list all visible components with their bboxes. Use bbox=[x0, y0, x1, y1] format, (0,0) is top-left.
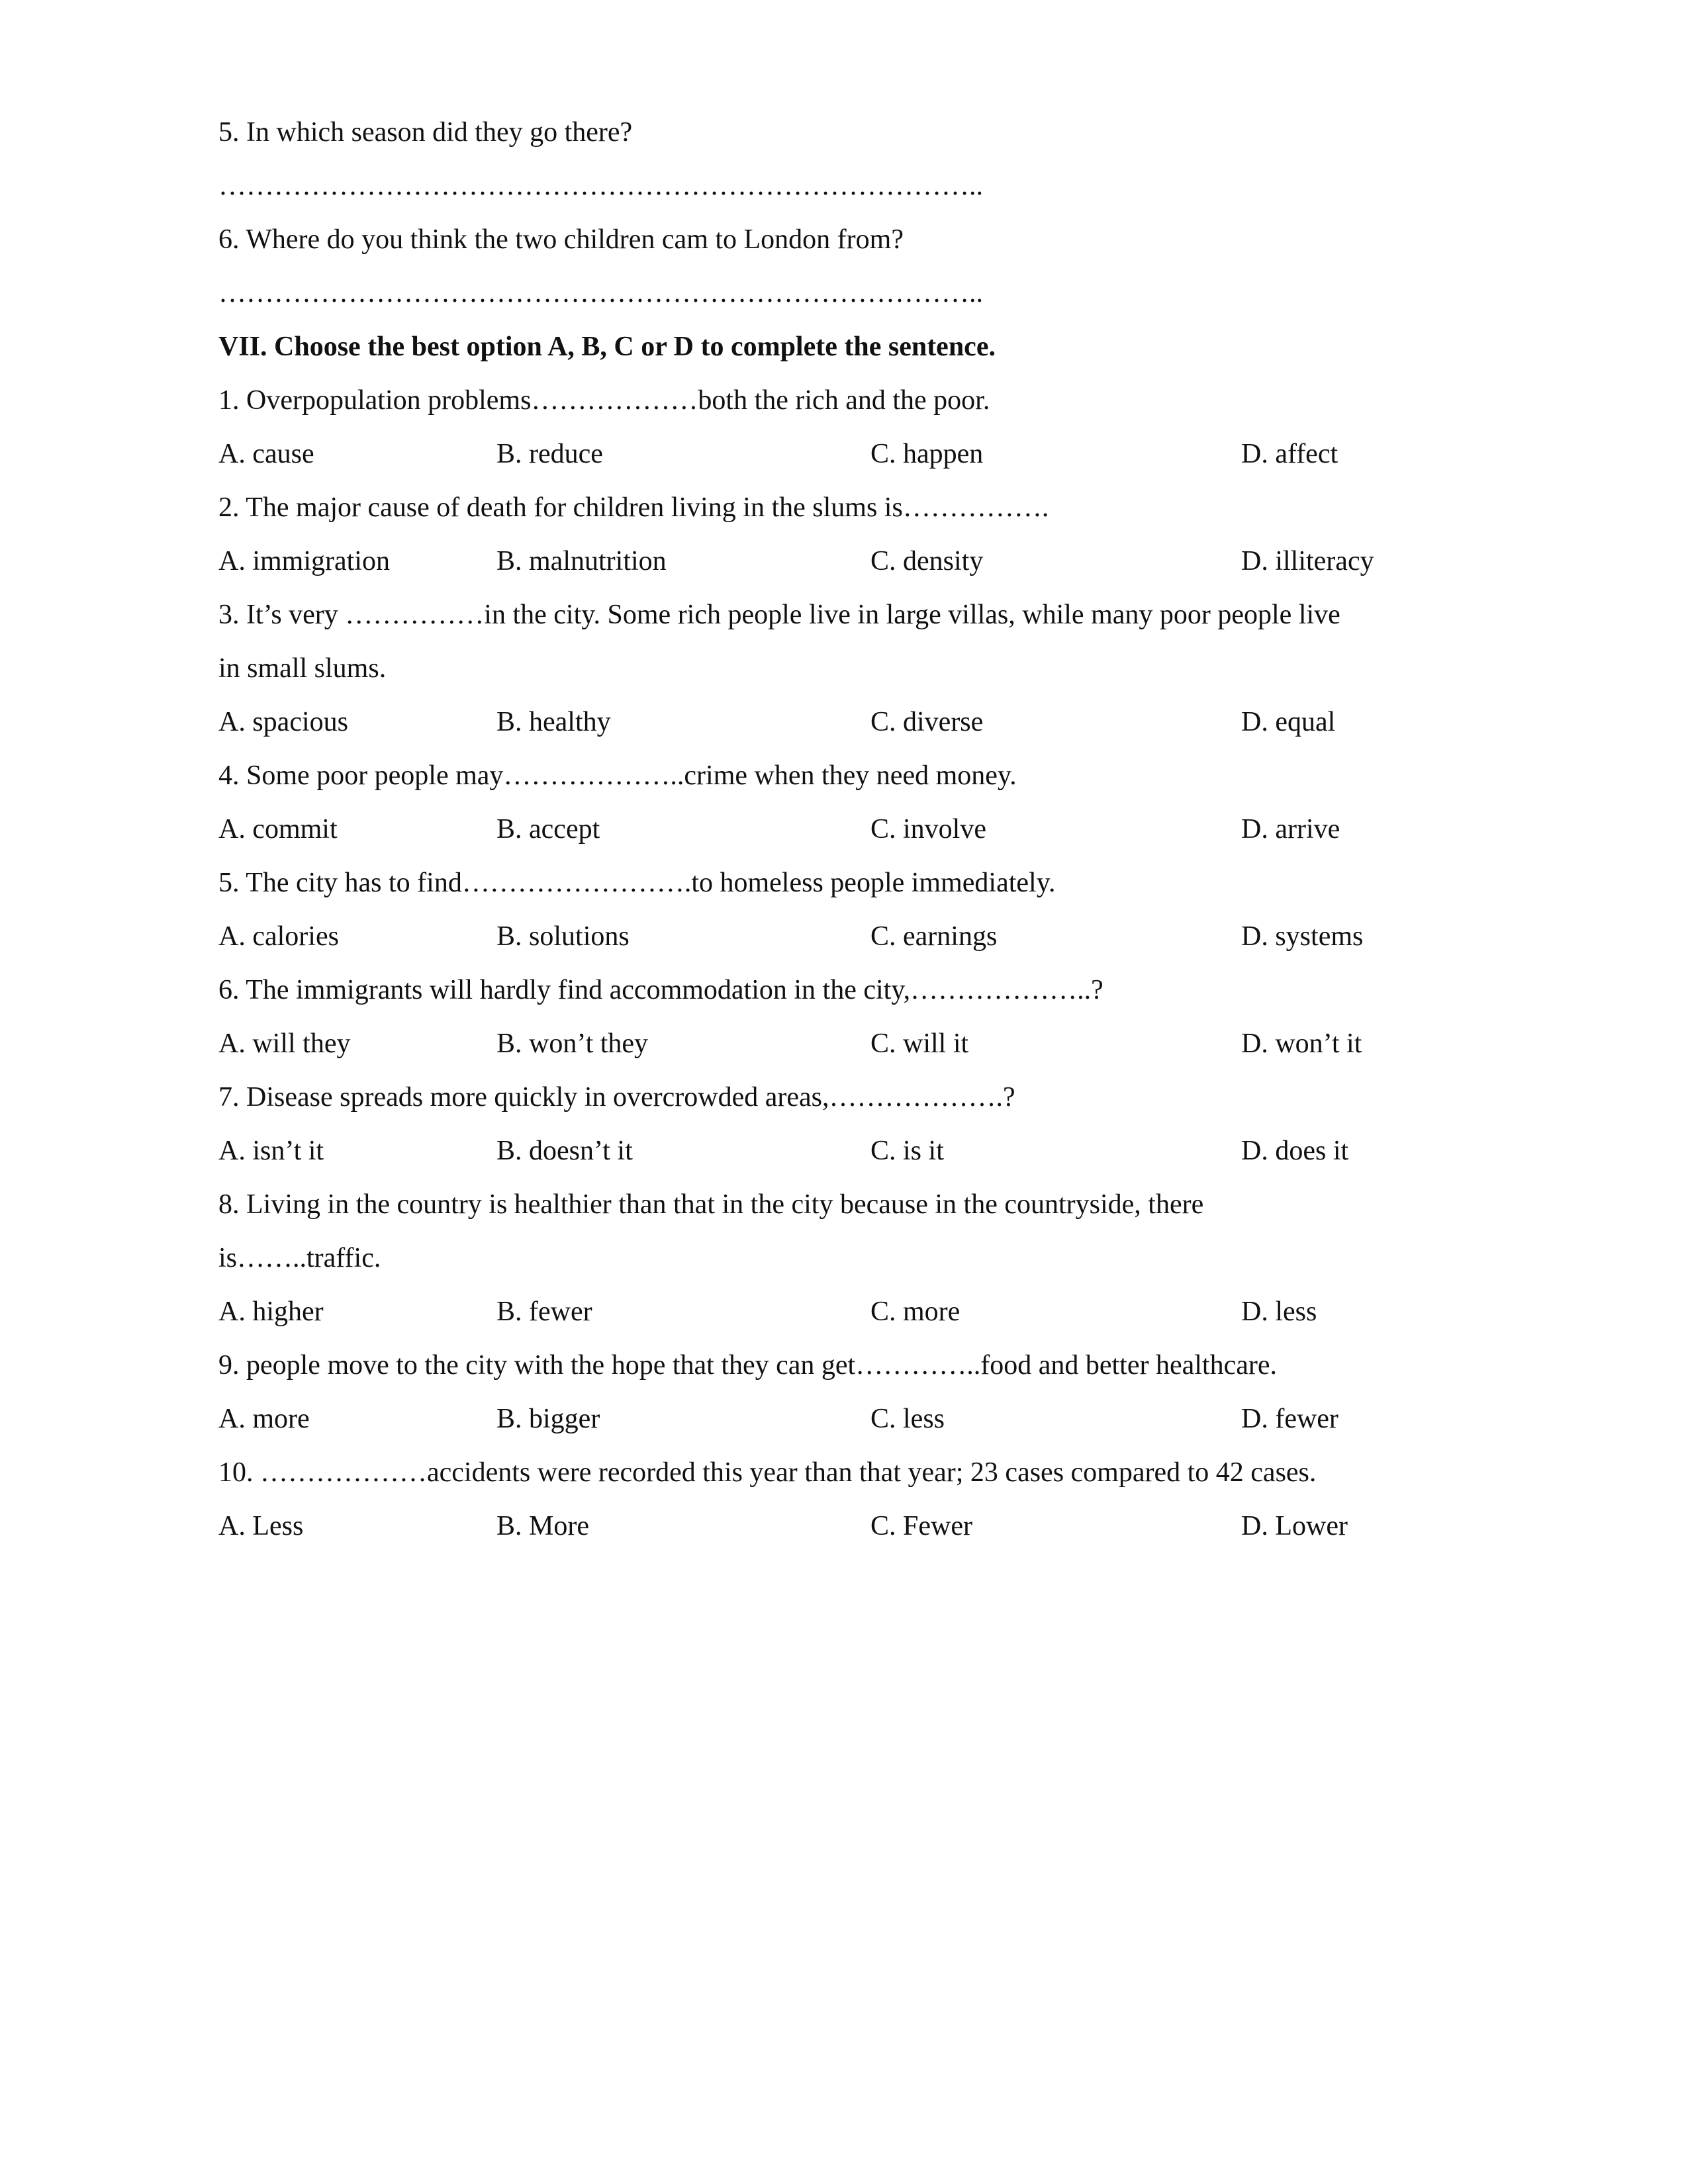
option-c: C. happen bbox=[870, 439, 984, 469]
answer-line: ……………………………………………………………………….. bbox=[218, 171, 983, 201]
section-heading: VII. Choose the best option A, B, C or D to complete the sentence. bbox=[218, 332, 996, 362]
question-text-continued: is……..traffic. bbox=[218, 1243, 381, 1273]
option-a: A. commit bbox=[218, 814, 338, 844]
options-row bbox=[218, 1285, 1516, 1339]
options-row bbox=[218, 1124, 1516, 1178]
option-c: C. is it bbox=[870, 1136, 944, 1166]
option-b: B. fewer bbox=[496, 1297, 592, 1327]
question-text: 6. Where do you think the two children cam to London from? bbox=[218, 224, 904, 255]
option-b: B. malnutrition bbox=[496, 546, 667, 576]
option-a: A. cause bbox=[218, 439, 314, 469]
question-text: 6. The immigrants will hardly find accommodation in the city,………………..? bbox=[218, 975, 1103, 1005]
option-a: A. isn’t it bbox=[218, 1136, 324, 1166]
option-c: C. will it bbox=[870, 1028, 969, 1059]
question-text: 3. It’s very ……………in the city. Some rich people live in large villas, while many poor people live bbox=[218, 600, 1340, 630]
question-text: 2. The major cause of death for children living in the slums is……………. bbox=[218, 492, 1049, 523]
options-row bbox=[218, 803, 1516, 856]
option-a: A. higher bbox=[218, 1297, 324, 1327]
option-c: C. involve bbox=[870, 814, 986, 844]
option-b: B. accept bbox=[496, 814, 600, 844]
option-a: A. Less bbox=[218, 1511, 304, 1541]
option-c: C. Fewer bbox=[870, 1511, 972, 1541]
options-row bbox=[218, 696, 1516, 749]
option-c: C. earnings bbox=[870, 921, 998, 952]
options-row bbox=[218, 428, 1516, 481]
option-d: D. systems bbox=[1241, 921, 1364, 952]
option-b: B. won’t they bbox=[496, 1028, 649, 1059]
option-a: A. will they bbox=[218, 1028, 351, 1059]
question-text: 5. In which season did they go there? bbox=[218, 117, 633, 148]
options-row bbox=[218, 910, 1516, 964]
option-b: B. More bbox=[496, 1511, 589, 1541]
worksheet-page bbox=[218, 106, 1516, 1553]
options-row bbox=[218, 1500, 1516, 1553]
option-d: D. equal bbox=[1241, 707, 1336, 737]
option-d: D. does it bbox=[1241, 1136, 1349, 1166]
option-a: A. spacious bbox=[218, 707, 348, 737]
option-c: C. more bbox=[870, 1297, 961, 1327]
question-text: 10. ………………accidents were recorded this year than that year; 23 cases compared to 42 cases. bbox=[218, 1457, 1317, 1488]
question-text: 1. Overpopulation problems………………both the rich and the poor. bbox=[218, 385, 990, 416]
options-row bbox=[218, 1392, 1516, 1446]
option-c: C. less bbox=[870, 1404, 945, 1434]
question-text: 9. people move to the city with the hope that they can get…………..food and better healthcare. bbox=[218, 1350, 1277, 1381]
option-d: D. illiteracy bbox=[1241, 546, 1374, 576]
option-a: A. immigration bbox=[218, 546, 390, 576]
question-text: 7. Disease spreads more quickly in overcrowded areas,……………….? bbox=[218, 1082, 1015, 1113]
question-text-continued: in small slums. bbox=[218, 653, 387, 684]
options-row bbox=[218, 1017, 1516, 1071]
option-b: B. bigger bbox=[496, 1404, 600, 1434]
option-b: B. reduce bbox=[496, 439, 603, 469]
option-a: A. more bbox=[218, 1404, 310, 1434]
option-d: D. less bbox=[1241, 1297, 1317, 1327]
option-d: D. arrive bbox=[1241, 814, 1340, 844]
option-c: C. density bbox=[870, 546, 984, 576]
question-text: 5. The city has to find…………………….to homeless people immediately. bbox=[218, 868, 1056, 898]
option-b: B. doesn’t it bbox=[496, 1136, 633, 1166]
option-a: A. calories bbox=[218, 921, 339, 952]
option-d: D. won’t it bbox=[1241, 1028, 1362, 1059]
option-b: B. solutions bbox=[496, 921, 630, 952]
options-row bbox=[218, 535, 1516, 588]
option-d: D. affect bbox=[1241, 439, 1338, 469]
question-text: 4. Some poor people may………………..crime when they need money. bbox=[218, 760, 1017, 791]
answer-line: ……………………………………………………………………….. bbox=[218, 278, 983, 308]
option-b: B. healthy bbox=[496, 707, 611, 737]
option-d: D. fewer bbox=[1241, 1404, 1338, 1434]
option-d: D. Lower bbox=[1241, 1511, 1348, 1541]
question-text: 8. Living in the country is healthier than that in the city because in the countryside, there bbox=[218, 1189, 1204, 1220]
option-c: C. diverse bbox=[870, 707, 984, 737]
